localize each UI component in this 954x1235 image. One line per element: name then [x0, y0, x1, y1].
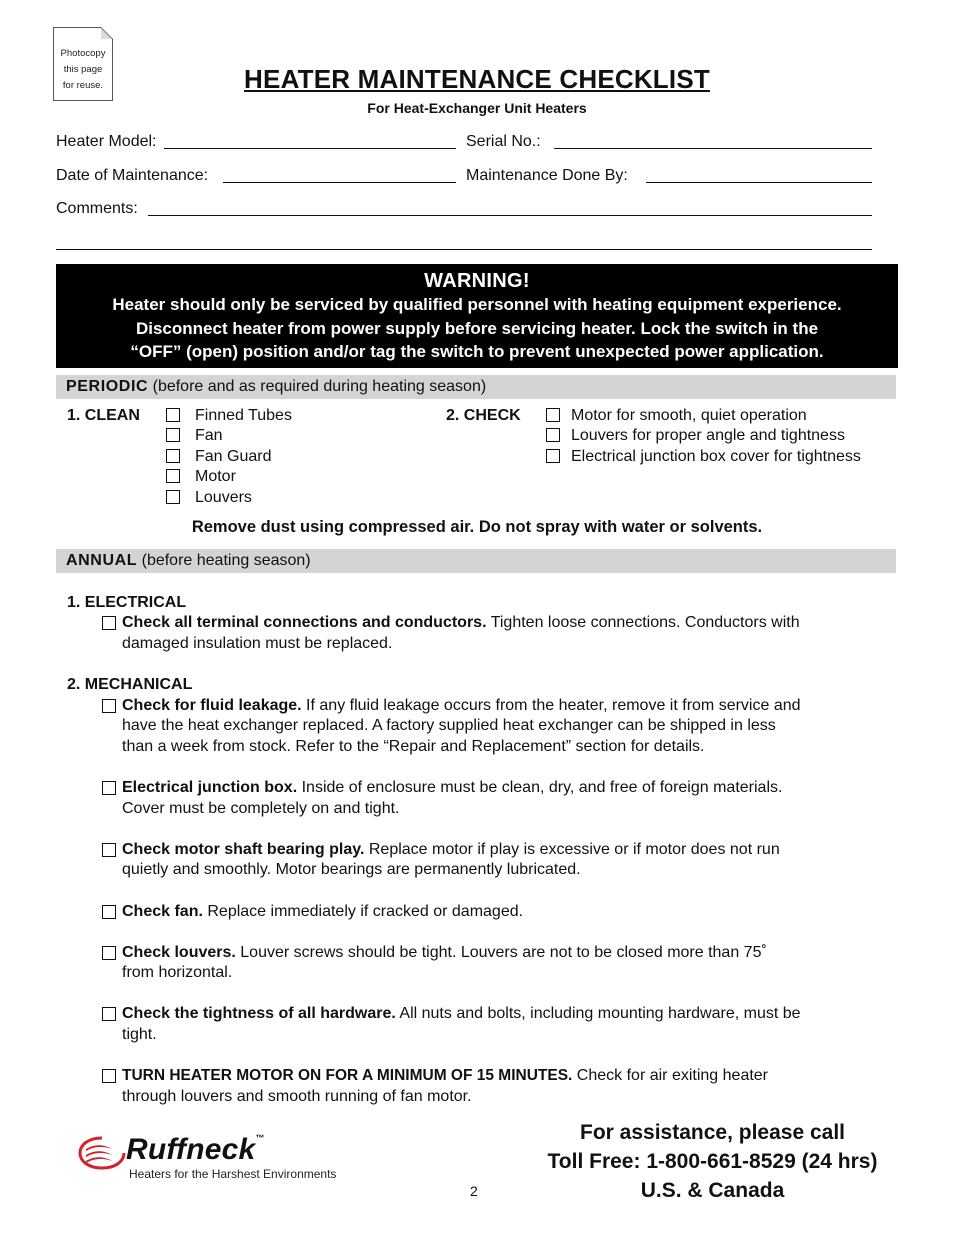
periodic-dust-note: Remove dust using compressed air. Do not spray with water or solvents.	[191, 518, 763, 536]
warning-line: Heater should only be serviced by qualified personnel with heating equipment experience.	[112, 295, 842, 314]
page-fold-icon	[101, 27, 113, 39]
date-field[interactable]	[223, 182, 456, 183]
clean-item: Fan	[195, 427, 223, 444]
clean-item: Louvers	[195, 489, 252, 506]
page-number: 2	[470, 1183, 478, 1199]
annual-section-header	[56, 549, 896, 573]
annual-item-text: quietly and smoothly. Motor bearings are permanently lubricated.	[122, 861, 581, 878]
check-item: Electrical junction box cover for tightness	[571, 448, 861, 465]
checkbox-check-fan[interactable]	[102, 905, 116, 919]
annual-item-text: Tighten loose connections. Conductors with	[486, 614, 800, 631]
annual-item-bold: Check louvers.	[122, 944, 236, 961]
checkbox-clean-fan[interactable]	[166, 428, 180, 442]
checkbox-clean-motor[interactable]	[166, 469, 180, 483]
serial-no-label: Serial No.:	[466, 133, 541, 150]
annual-item	[122, 613, 800, 634]
annual-item-bold: Electrical junction box.	[122, 779, 298, 796]
comments-label: Comments:	[56, 200, 138, 217]
annual-item	[122, 696, 801, 717]
annual-item	[122, 1004, 801, 1025]
annual-item-text: from horizontal.	[122, 964, 233, 981]
photocopy-line: this page	[63, 64, 103, 75]
annual-item	[122, 943, 767, 964]
annual-item-text: than a week from stock. Refer to the “Repair and Replacement” section for details.	[122, 738, 705, 755]
trademark: ™	[255, 1133, 265, 1143]
annual-item-bold: TURN HEATER MOTOR ON FOR A MINIMUM OF 15 MINUTES.	[122, 1067, 573, 1084]
annual-item-text: All nuts and bolts, including mounting hardware, must be	[395, 1005, 801, 1022]
photocopy-line: for reuse.	[62, 80, 104, 91]
page-title: HEATER MAINTENANCE CHECKLIST	[244, 64, 710, 94]
clean-item: Motor	[195, 468, 236, 485]
annual-item-text: Replace motor if play is excessive or if motor does not run	[364, 841, 780, 858]
clean-item: Fan Guard	[195, 448, 272, 465]
checkbox-fluid-leakage[interactable]	[102, 699, 116, 713]
done-by-field[interactable]	[646, 182, 872, 183]
annual-item	[122, 1066, 768, 1087]
checkbox-motor-run-test[interactable]	[102, 1069, 116, 1083]
checkbox-terminal-connections[interactable]	[102, 616, 116, 630]
annual-item-bold: Check the tightness of all hardware.	[122, 1005, 396, 1022]
annual-item-bold: Check fan.	[122, 903, 203, 920]
checkbox-clean-fan-guard[interactable]	[166, 449, 180, 463]
checkbox-clean-louvers[interactable]	[166, 490, 180, 504]
checkbox-check-motor[interactable]	[546, 408, 560, 422]
checkbox-motor-shaft[interactable]	[102, 843, 116, 857]
warning-line: “OFF” (open) position and/or tag the switch to prevent unexpected power application.	[130, 342, 824, 361]
electrical-label: 1. ELECTRICAL	[67, 594, 187, 611]
checkbox-check-louvers[interactable]	[546, 428, 560, 442]
clean-label: 1. CLEAN	[67, 407, 140, 424]
checkbox-clean-finned-tubes[interactable]	[166, 408, 180, 422]
annual-label: ANNUAL	[66, 552, 138, 569]
annual-item-text: Cover must be completely on and tight.	[122, 800, 400, 817]
annual-item-text: If any fluid leakage occurs from the heater, remove it from service and	[301, 697, 801, 714]
annual-item	[122, 902, 523, 923]
annual-item-text: Louver screws should be tight. Louvers are not to be closed more than 75˚	[235, 944, 767, 961]
brand-name	[126, 1133, 265, 1167]
annual-item-text: Inside of enclosure must be clean, dry, and free of foreign materials.	[297, 779, 783, 796]
annual-item	[122, 840, 780, 861]
check-item: Louvers for proper angle and tightness	[571, 427, 845, 444]
brand-tagline: Heaters for the Harshest Environments	[129, 1167, 337, 1181]
annual-item-text: Replace immediately if cracked or damaged.	[202, 903, 524, 920]
serial-no-field[interactable]	[554, 148, 872, 149]
date-label: Date of Maintenance:	[56, 167, 209, 184]
heater-model-label: Heater Model:	[56, 133, 157, 150]
annual-item-text: tight.	[122, 1026, 157, 1043]
periodic-label: PERIODIC	[66, 378, 149, 395]
warning-heading: WARNING!	[424, 270, 530, 292]
annual-item-text: Check for air exiting heater	[572, 1067, 769, 1084]
assist-line: U.S. & Canada	[640, 1179, 785, 1202]
heater-model-field[interactable]	[164, 148, 456, 149]
annual-item-bold: Check for fluid leakage.	[122, 697, 302, 714]
annual-item-bold: Check all terminal connections and conductors.	[122, 614, 487, 631]
annual-item-text: damaged insulation must be replaced.	[122, 635, 393, 652]
comments-field-line2[interactable]	[56, 249, 872, 250]
checkbox-check-louvers-annual[interactable]	[102, 946, 116, 960]
photocopy-line: Photocopy	[60, 48, 106, 59]
checkbox-check-junction-box[interactable]	[546, 449, 560, 463]
annual-item	[122, 778, 782, 799]
check-item: Motor for smooth, quiet operation	[571, 407, 807, 424]
assist-phone[interactable]: Toll Free: 1-800-661-8529 (24 hrs)	[547, 1150, 878, 1173]
comments-field[interactable]	[148, 215, 872, 216]
checkbox-hardware-tightness[interactable]	[102, 1007, 116, 1021]
annual-item-text: through louvers and smooth running of fan motor.	[122, 1088, 472, 1105]
ruffneck-logo-icon	[78, 1135, 126, 1171]
checkbox-junction-box[interactable]	[102, 781, 116, 795]
annual-item-bold: Check motor shaft bearing play.	[122, 841, 365, 858]
assist-line: For assistance, please call	[580, 1121, 845, 1144]
check-label: 2. CHECK	[446, 407, 521, 424]
warning-box	[56, 264, 898, 368]
page-subtitle: For Heat-Exchanger Unit Heaters	[367, 100, 587, 116]
periodic-note: (before and as required during heating season)	[152, 378, 487, 395]
clean-item: Finned Tubes	[195, 407, 292, 424]
assistance-block	[510, 1118, 915, 1205]
periodic-section-header	[56, 375, 896, 399]
brand-text: Ruffneck	[126, 1133, 256, 1166]
mechanical-label: 2. MECHANICAL	[67, 676, 193, 693]
annual-item-text: have the heat exchanger replaced. A factory supplied heat exchanger can be shipped in less	[122, 717, 776, 734]
done-by-label: Maintenance Done By:	[466, 167, 628, 184]
warning-line: Disconnect heater from power supply before servicing heater. Lock the switch in the	[135, 318, 819, 338]
annual-note: (before heating season)	[141, 552, 311, 569]
